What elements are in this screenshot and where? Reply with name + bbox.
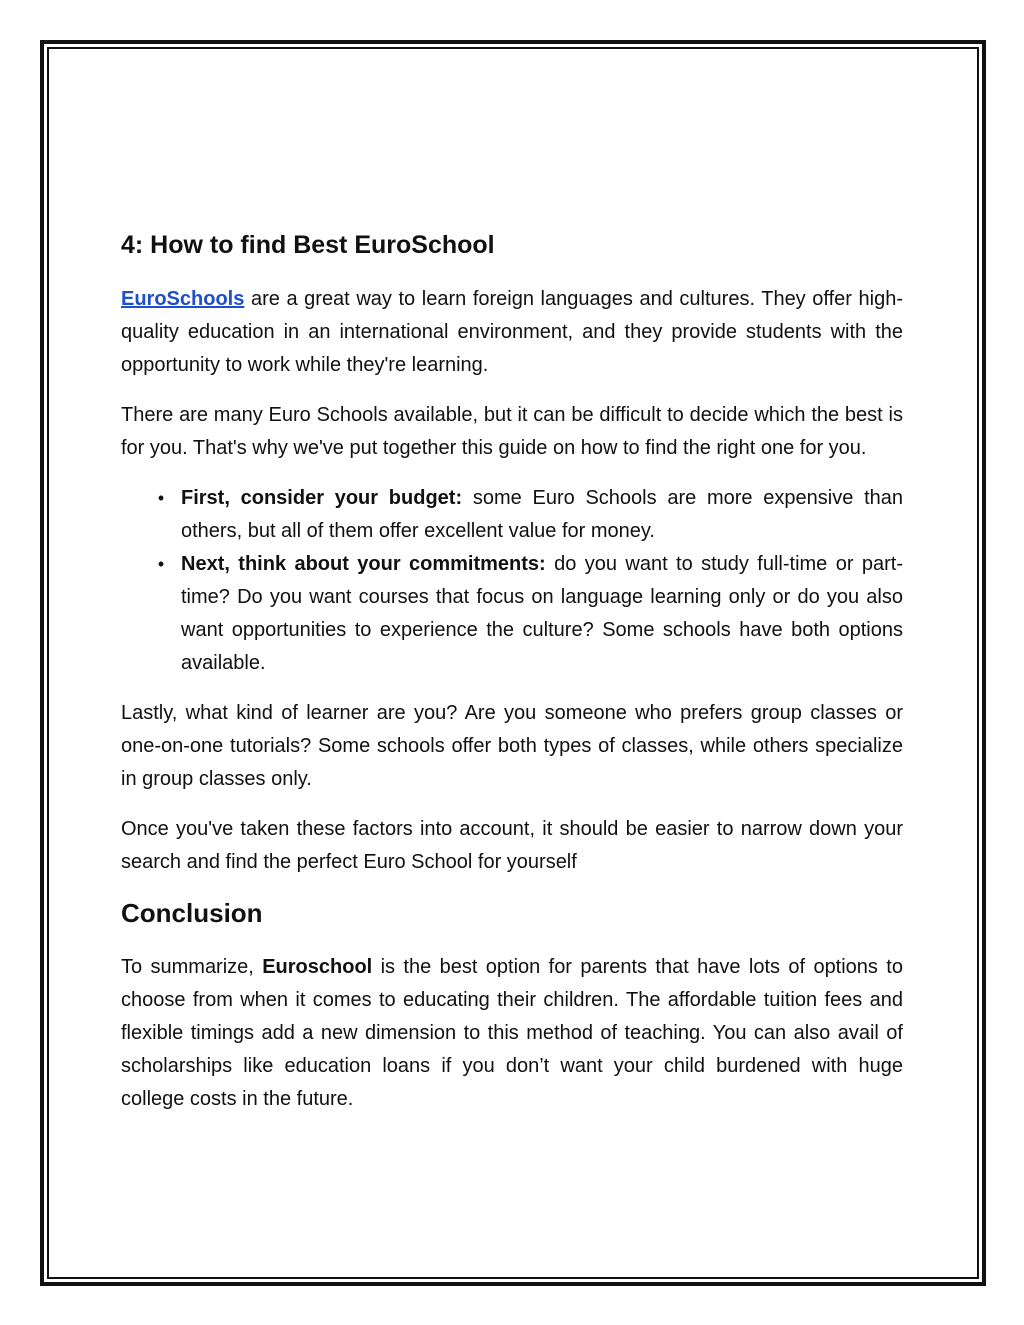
bullet-icon: • xyxy=(157,488,165,508)
commitments-label: Next, think about your commitments: xyxy=(181,553,546,575)
conclusion-prefix: To summarize, xyxy=(121,956,263,978)
section-heading: 4: How to find Best EuroSchool xyxy=(121,231,495,259)
conclusion-text: is the best option for parents that have lots of options to choose from when it comes to educating their children. The affordable tuition fees and flexible timings add a new dimension to this method of teaching. You can also avail of scholarships like education loans if you don’t want your child burdened with huge college costs in the future. xyxy=(121,956,903,1110)
commitments-text: do you want to study full-time or part-time? Do you want courses that focus on language learning only or do you also want opportunities to experience the culture? Some schools have both options available. xyxy=(181,553,903,674)
bullet-icon: • xyxy=(157,554,165,574)
paragraph-4: Once you've taken these factors into account, it should be easier to narrow down your search and find the perfect Euro School for yourself xyxy=(121,818,903,873)
bullet-list xyxy=(121,482,903,680)
conclusion-paragraph xyxy=(121,951,903,1116)
list-item xyxy=(121,482,903,548)
document-content xyxy=(121,228,903,1133)
euroschools-link[interactable]: EuroSchools xyxy=(121,288,245,310)
intro-text: are a great way to learn foreign languages and cultures. They offer high-quality education in an international environment, and they provide students with the opportunity to work while they're learning. xyxy=(121,288,903,376)
budget-text: some Euro Schools are more expensive than others, but all of them offer excellent value for money. xyxy=(181,487,903,542)
euroschool-bold: Euroschool xyxy=(262,956,373,978)
list-item xyxy=(121,548,903,680)
paragraph-3: Lastly, what kind of learner are you? Are you someone who prefers group classes or one-on-one tutorials? Some schools offer both types of classes, while others specialize in group classes only. xyxy=(121,702,903,790)
conclusion-heading: Conclusion xyxy=(121,898,263,928)
paragraph-2: There are many Euro Schools available, but it can be difficult to decide which the best is for you. That's why we've put together this guide on how to find the right one for you. xyxy=(121,404,903,459)
budget-label: First, consider your budget: xyxy=(181,487,463,509)
intro-paragraph xyxy=(121,283,903,382)
